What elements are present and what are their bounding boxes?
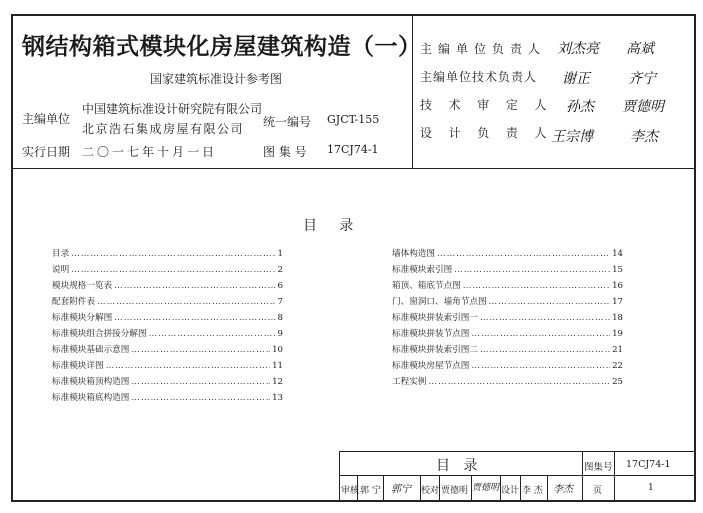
toc-item[interactable] <box>392 282 623 294</box>
resp-label-1: 主编单位负责人 <box>420 42 547 56</box>
toc-item-page: 14 <box>612 249 623 259</box>
header-bottom-line <box>11 168 696 169</box>
toc-leader-dots <box>437 250 610 259</box>
toc-item-page: 9 <box>277 329 283 339</box>
toc-item[interactable] <box>52 378 283 390</box>
toc-leader-dots <box>480 314 610 323</box>
signature-4a: 王宗博 <box>551 129 593 145</box>
title-block-mid-line <box>339 475 696 476</box>
toc-item-title: 标准模块基础示意图 <box>52 345 130 355</box>
toc-item[interactable] <box>52 282 283 294</box>
toc-leader-dots <box>114 282 275 291</box>
title-block-divider <box>547 475 548 502</box>
toc-heading: 目 录 <box>303 218 354 234</box>
toc-leader-dots <box>454 266 610 275</box>
toc-item-page: 13 <box>272 393 283 403</box>
atlas-number-label: 图 集 号 <box>263 145 307 159</box>
toc-item-title: 墙体构造图 <box>392 249 435 259</box>
toc-item-page: 7 <box>277 297 283 307</box>
toc-leader-dots <box>131 394 270 403</box>
signature-3a: 孙杰 <box>566 99 594 115</box>
toc-leader-dots <box>463 282 610 291</box>
atlas-number-label: 图集号 <box>584 462 613 473</box>
editor-unit-2: 北京浩石集成房屋有限公司 <box>82 122 245 136</box>
editor-unit-label: 主编单位 <box>22 112 71 126</box>
title-block-left-line <box>339 451 340 502</box>
toc-item-title: 标准模块拼装节点图 <box>392 329 470 339</box>
toc-item-title: 标准模块索引图 <box>392 265 453 275</box>
toc-item-page: 22 <box>612 361 623 371</box>
toc-item[interactable] <box>52 314 283 326</box>
check-signature: 贾德明 <box>472 483 500 493</box>
toc-item-page: 16 <box>612 281 623 291</box>
toc-item-title: 目录 <box>52 249 70 259</box>
signature-1a: 刘杰亮 <box>557 41 599 57</box>
resp-label-3: 技 术 审 定 人 <box>420 98 550 112</box>
date-value: 二〇一七年十月一日 <box>82 145 218 159</box>
toc-leader-dots <box>131 378 270 387</box>
code-value: GJCT-155 <box>327 113 380 126</box>
atlas-subtitle: 国家建筑标准设计参考图 <box>150 72 283 86</box>
page-value: 1 <box>648 483 654 493</box>
page-label: 页 <box>593 486 603 496</box>
signature-2b: 齐宁 <box>628 71 656 87</box>
toc-item[interactable] <box>392 314 623 326</box>
toc-item[interactable] <box>392 250 623 262</box>
toc-item-page: 8 <box>277 313 283 323</box>
toc-item-title: 门、窗洞口、墙角节点图 <box>392 297 487 307</box>
title-block-name: 目 录 <box>436 458 478 474</box>
toc-item-title: 标准模块箱底构造图 <box>52 393 130 403</box>
code-label: 统一编号 <box>263 115 312 129</box>
design-signature: 李杰 <box>553 484 573 495</box>
signature-4b: 李杰 <box>630 129 658 145</box>
toc-leader-dots <box>97 298 276 307</box>
toc-item[interactable] <box>392 330 623 342</box>
toc-item-title: 工程实例 <box>392 377 427 387</box>
toc-item-title: 说明 <box>52 265 70 275</box>
toc-item[interactable] <box>52 266 283 278</box>
date-label: 实行日期 <box>22 145 71 159</box>
atlas-number-value: 17CJ74-1 <box>327 143 379 156</box>
toc-item[interactable] <box>392 378 623 390</box>
resp-label-4: 设 计 负 责 人 <box>420 126 550 140</box>
toc-item-page: 12 <box>272 377 283 387</box>
toc-item-page: 11 <box>272 361 283 371</box>
design-name: 李 杰 <box>522 486 543 496</box>
toc-leader-dots <box>489 298 611 307</box>
toc-item[interactable] <box>392 298 623 310</box>
toc-item-title: 标准模块箱顶构造图 <box>52 377 130 387</box>
title-block-divider <box>439 475 440 502</box>
toc-item-title: 箱顶、箱底节点图 <box>392 281 461 291</box>
toc-leader-dots <box>71 266 275 275</box>
toc-leader-dots <box>71 250 275 259</box>
toc-item-title: 标准模块详图 <box>52 361 104 371</box>
toc-item[interactable] <box>52 394 283 406</box>
toc-item[interactable] <box>392 346 623 358</box>
signature-2a: 谢正 <box>562 71 590 87</box>
design-label: 设计 <box>501 486 520 496</box>
signature-1b: 高斌 <box>626 41 654 57</box>
title-block-divider <box>520 475 521 502</box>
toc-item-title: 标准模块房屋节点图 <box>392 361 470 371</box>
toc-item[interactable] <box>392 362 623 374</box>
toc-item[interactable] <box>52 346 283 358</box>
toc-item-title: 模块规格一览表 <box>52 281 113 291</box>
toc-leader-dots <box>471 362 610 371</box>
toc-item[interactable] <box>52 362 283 374</box>
toc-leader-dots <box>114 314 275 323</box>
toc-leader-dots <box>471 330 610 339</box>
toc-item-page: 15 <box>612 265 623 275</box>
toc-item-page: 10 <box>272 345 283 355</box>
toc-item-page: 21 <box>612 345 623 355</box>
toc-item-title: 标准模块拼装索引图一 <box>392 313 478 323</box>
toc-item-title: 标准模块分解图 <box>52 313 113 323</box>
toc-item-page: 1 <box>277 249 283 259</box>
title-block-divider <box>582 451 583 502</box>
toc-item[interactable] <box>52 298 283 310</box>
review-signature: 郭宁 <box>391 484 411 495</box>
toc-leader-dots <box>149 330 276 339</box>
signature-3b: 贾德明 <box>622 99 664 115</box>
toc-item-title: 标准模块拼装索引图二 <box>392 345 478 355</box>
atlas-number-value: 17CJ74-1 <box>626 459 671 470</box>
atlas-title: 钢结构箱式模块化房屋建筑构造（一） <box>22 34 422 60</box>
toc-item[interactable] <box>52 250 283 262</box>
toc-item-page: 17 <box>612 297 623 307</box>
check-label: 校对 <box>421 486 440 496</box>
review-name: 郭 宁 <box>360 486 381 496</box>
toc-item-page: 2 <box>277 265 283 275</box>
editor-unit-1: 中国建筑标准设计研究院有限公司 <box>82 102 263 116</box>
toc-item-page: 18 <box>612 313 623 323</box>
review-label: 审核 <box>341 486 360 496</box>
toc-leader-dots <box>131 346 270 355</box>
toc-leader-dots <box>106 362 270 371</box>
toc-item[interactable] <box>392 266 623 278</box>
toc-leader-dots <box>480 346 610 355</box>
toc-item-page: 19 <box>612 329 623 339</box>
toc-item-page: 6 <box>277 281 283 291</box>
title-block-divider <box>614 451 615 502</box>
title-block-divider <box>383 475 384 502</box>
toc-leader-dots <box>428 378 610 387</box>
title-block-top-line <box>339 451 696 452</box>
check-name: 贾德明 <box>441 486 469 496</box>
resp-label-2: 主编单位技术负责人 <box>420 70 538 84</box>
toc-item[interactable] <box>52 330 283 342</box>
toc-item-page: 25 <box>612 377 623 387</box>
toc-item-title: 配套附件表 <box>52 297 95 307</box>
toc-item-title: 标准模块组合拼接分解图 <box>52 329 147 339</box>
